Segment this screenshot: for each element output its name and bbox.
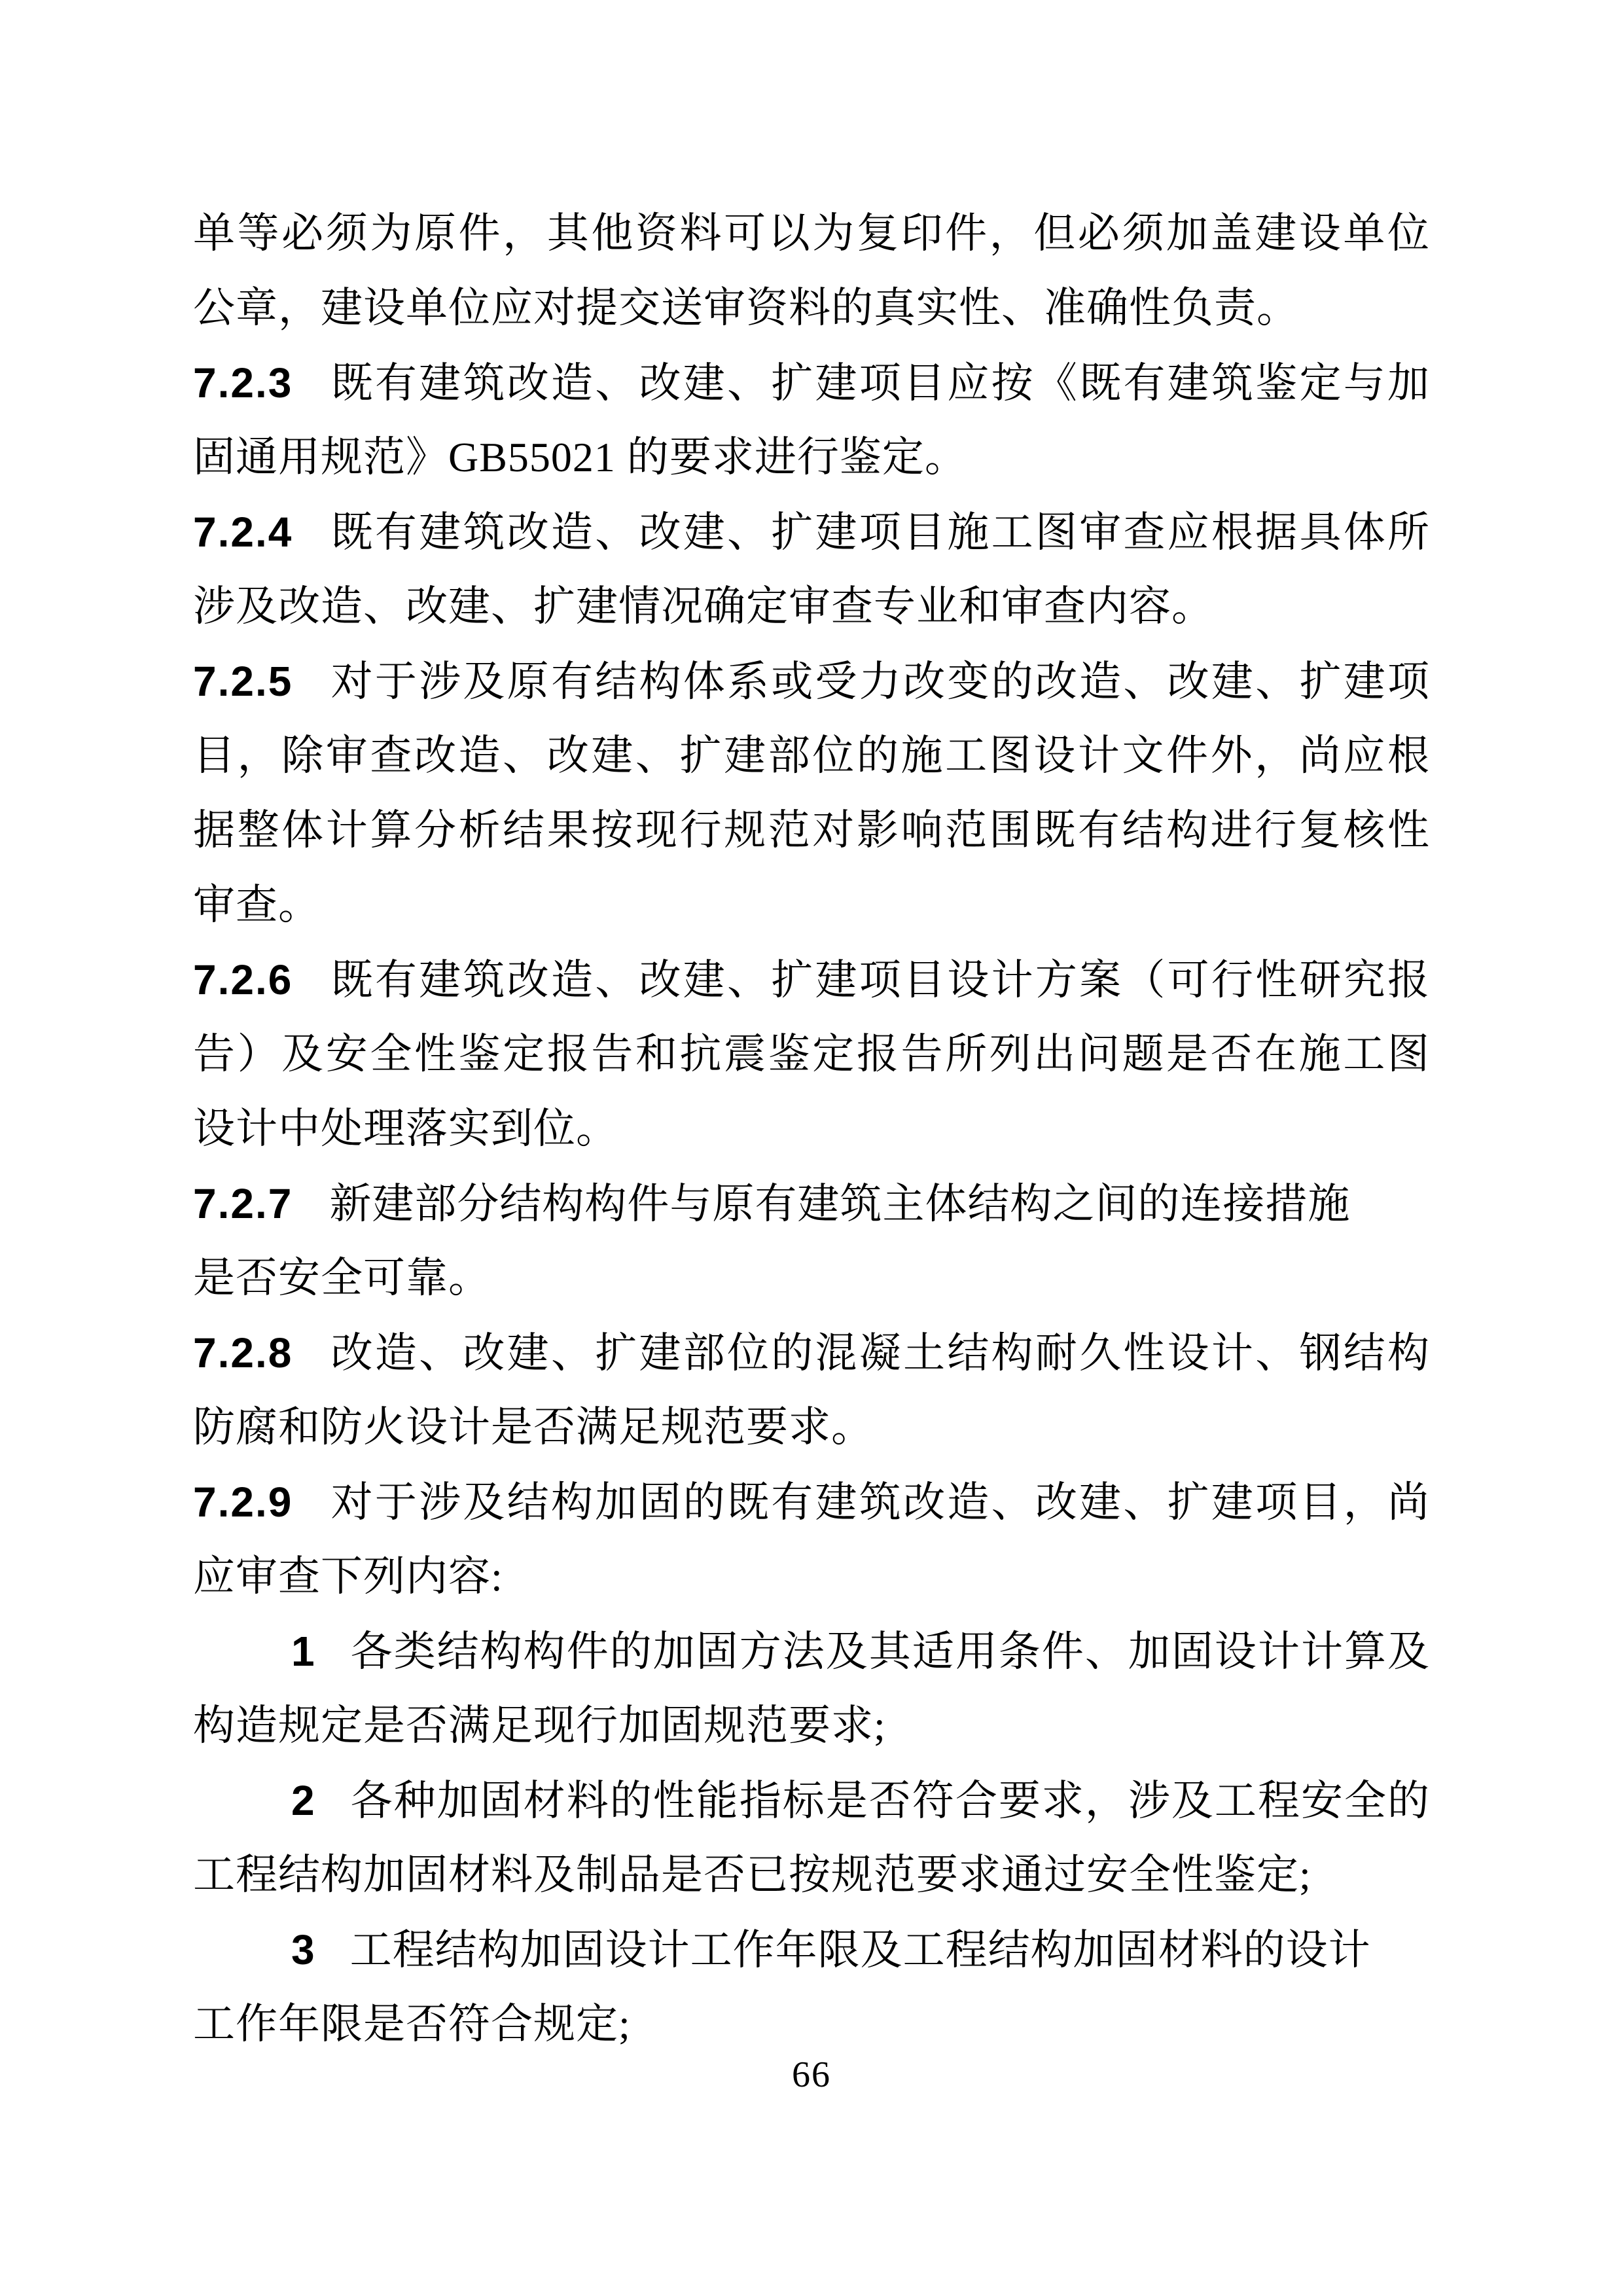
item-number: 3 (291, 1926, 316, 1973)
text-line (193, 271, 1430, 346)
text-line (193, 420, 1430, 495)
clause-number: 7.2.9 (193, 1479, 293, 1526)
item-text: 工程结构加固设计工作年限及工程结构加固材料的设计 (349, 1927, 1371, 1973)
item-text: 各类结构构件的加固方法及其适用条件、加固设计计算及 (349, 1628, 1430, 1675)
text-line (193, 942, 1430, 1017)
text-line (193, 644, 1430, 719)
item-text: 各种加固材料的性能指标是否符合要求，涉及工程安全的 (349, 1778, 1430, 1824)
clause-text: 涉及改造、改建、扩建情况确定审查专业和审查内容。 (193, 583, 1214, 630)
clause-text: 据整体计算分析结果按现行规范对影响范围既有结构进行复核性 (193, 807, 1430, 853)
clause-text: 目，除审查改造、改建、扩建部位的施工图设计文件外，尚应根 (193, 732, 1430, 779)
text-line (193, 1316, 1430, 1390)
clause-text: 既有建筑改造、改建、扩建项目施工图审查应根据具体所 (329, 509, 1430, 556)
clause-text: 防腐和防火设计是否满足规范要求。 (193, 1404, 874, 1450)
clause-text: 对于涉及原有结构体系或受力改变的改造、改建、扩建项 (329, 658, 1430, 705)
paragraph-text: 单等必须为原件，其他资料可以为复印件，但必须加盖建设单位 (193, 210, 1430, 257)
text-line (193, 495, 1430, 569)
text-line (193, 868, 1430, 942)
paragraph-text: 公章，建设单位应对提交送审资料的真实性、准确性负责。 (193, 285, 1299, 331)
text-line (193, 346, 1430, 420)
clause-text: 固通用规范》GB55021 的要求进行鉴定。 (193, 434, 967, 480)
list-item-line (193, 1912, 1430, 1987)
item-number: 1 (291, 1628, 316, 1675)
clause-text: 审查。 (193, 882, 321, 928)
text-line (193, 793, 1430, 868)
clause-text: 告）及安全性鉴定报告和抗震鉴定报告所列出问题是否在施工图 (193, 1031, 1430, 1077)
item-indent (193, 1665, 291, 1666)
text-line (193, 1017, 1430, 1092)
text-line (193, 1689, 1430, 1763)
item-text: 构造规定是否满足现行加固规范要求; (193, 1702, 886, 1749)
page-number: 66 (792, 2054, 831, 2095)
text-line (193, 719, 1430, 793)
text-block (193, 196, 1430, 2062)
clause-text: 既有建筑改造、改建、扩建项目应按《既有建筑鉴定与加 (329, 360, 1430, 406)
list-item-line (193, 1763, 1430, 1838)
clause-text: 改造、改建、扩建部位的混凝土结构耐久性设计、钢结构 (329, 1330, 1430, 1376)
clause-text: 既有建筑改造、改建、扩建项目设计方案（可行性研究报 (329, 957, 1430, 1003)
clause-number: 7.2.4 (193, 509, 293, 556)
text-line (193, 1539, 1430, 1614)
item-number: 2 (291, 1777, 316, 1824)
item-text: 工作年限是否符合规定; (193, 2001, 631, 2047)
clause-text: 设计中处理落实到位。 (193, 1105, 618, 1152)
text-line (193, 569, 1430, 644)
text-line (193, 196, 1430, 271)
clause-number: 7.2.7 (193, 1180, 293, 1227)
clause-number: 7.2.6 (193, 956, 293, 1003)
clause-text: 应审查下列内容: (193, 1553, 503, 1600)
clause-text: 新建部分结构构件与原有建筑主体结构之间的连接措施 (329, 1181, 1351, 1227)
text-line (193, 1166, 1430, 1241)
text-line (193, 1390, 1430, 1465)
text-line (193, 1092, 1430, 1166)
clause-number: 7.2.5 (193, 658, 293, 705)
text-line (193, 1838, 1430, 1912)
clause-number: 7.2.3 (193, 359, 293, 406)
list-item-line (193, 1614, 1430, 1689)
clause-text: 是否安全可靠。 (193, 1255, 491, 1301)
text-line (193, 1241, 1430, 1316)
clause-text: 对于涉及结构加固的既有建筑改造、改建、扩建项目，尚 (329, 1479, 1430, 1526)
clause-number: 7.2.8 (193, 1329, 293, 1376)
item-text: 工程结构加固材料及制品是否已按规范要求通过安全性鉴定; (193, 1852, 1311, 1898)
text-line (193, 1465, 1430, 1539)
item-indent (193, 1814, 291, 1815)
